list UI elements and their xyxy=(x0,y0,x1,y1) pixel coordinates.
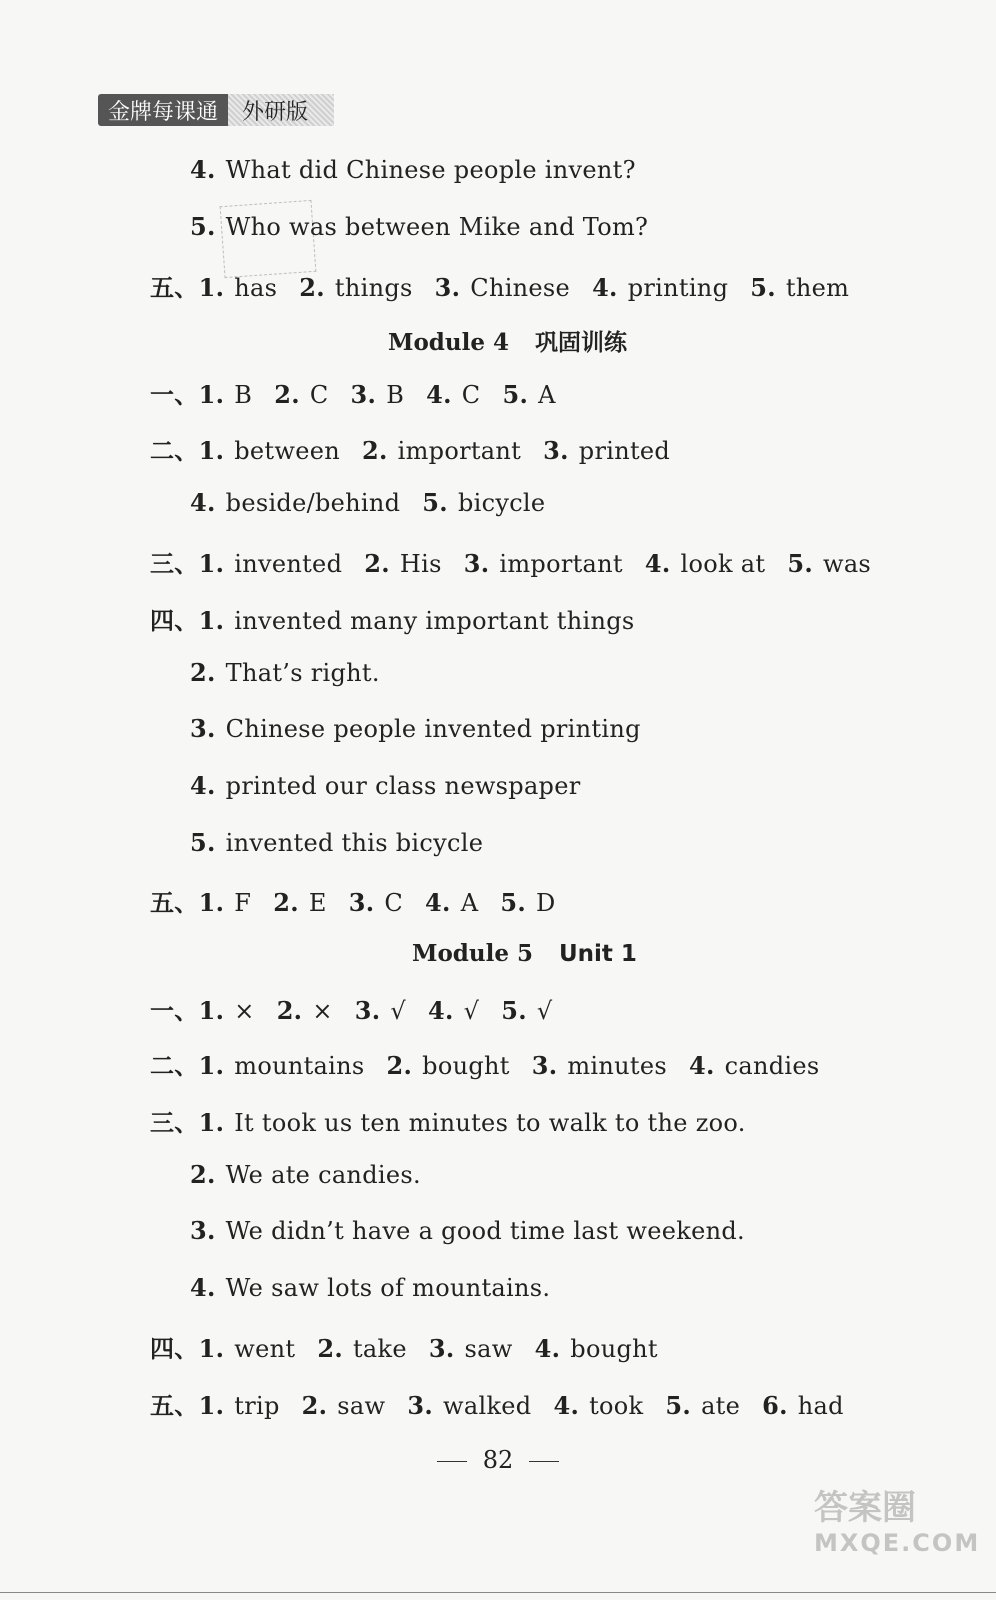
question-number: 3. xyxy=(463,549,490,578)
watermark-logo xyxy=(814,1480,981,1580)
question-number: 5. xyxy=(665,1391,692,1420)
answer-text: took xyxy=(589,1392,644,1420)
question-number: 2. xyxy=(190,658,216,687)
answer-text: has xyxy=(234,274,278,302)
question-number: 4. xyxy=(426,380,452,409)
answer-line xyxy=(190,1273,572,1302)
module-heading-title: Module 5 xyxy=(412,940,533,967)
question-number: 1. xyxy=(198,1108,225,1137)
question-number: 3. xyxy=(428,1334,455,1363)
answer-line xyxy=(190,212,670,241)
answer-line xyxy=(190,155,658,184)
question-number: 4. xyxy=(644,549,671,578)
answer-text: invented xyxy=(234,550,343,578)
answer-text: look at xyxy=(680,550,766,578)
answer-line xyxy=(190,1216,767,1245)
question-number: 2. xyxy=(274,380,300,409)
answer-text: We ate candies. xyxy=(225,1161,421,1189)
page-number: 82 xyxy=(482,1446,514,1474)
question-number: 3. xyxy=(543,436,569,465)
question-number: 4. xyxy=(190,1273,216,1302)
module-heading-title: Module 4 xyxy=(388,329,509,356)
answer-line xyxy=(150,375,578,410)
question-number: 2. xyxy=(301,1391,328,1420)
section-number: 五、 xyxy=(150,888,199,917)
answer-text: things xyxy=(334,274,413,302)
question-number: 5. xyxy=(422,488,448,517)
page-number-footer xyxy=(0,1446,996,1474)
answer-line xyxy=(150,431,692,466)
answer-text: B xyxy=(234,381,253,409)
answer-text: √ xyxy=(536,997,553,1025)
answer-text: bicycle xyxy=(457,489,546,517)
answer-text: Who was between Mike and Tom? xyxy=(225,213,649,241)
question-number: 4. xyxy=(688,1051,715,1080)
series-header-band xyxy=(98,92,378,128)
answer-text: went xyxy=(234,1335,296,1363)
answer-text: Chinese xyxy=(470,274,571,302)
answer-line xyxy=(190,1160,443,1189)
answer-text: √ xyxy=(463,997,480,1025)
question-number: 4. xyxy=(425,888,451,917)
question-number: 4. xyxy=(553,1391,580,1420)
question-number: 3. xyxy=(348,888,375,917)
answer-line xyxy=(190,714,663,743)
question-number: 3. xyxy=(407,1391,434,1420)
answer-text: invented this bicycle xyxy=(225,829,484,857)
question-number: 4. xyxy=(190,771,216,800)
answer-text: bought xyxy=(422,1052,510,1080)
answer-text: important xyxy=(397,437,522,465)
question-number: 1. xyxy=(198,888,225,917)
question-number: 2. xyxy=(273,888,299,917)
answer-text: invented many important things xyxy=(234,607,635,635)
answer-line xyxy=(150,883,578,918)
question-number: 1. xyxy=(198,996,225,1025)
question-number: 2. xyxy=(386,1051,413,1080)
section-number: 一、 xyxy=(150,996,199,1025)
answer-text: them xyxy=(785,274,850,302)
section-number: 四、 xyxy=(150,606,199,635)
answer-text: A xyxy=(460,889,479,917)
question-number: 4. xyxy=(592,273,618,302)
answer-text: printed xyxy=(578,437,671,465)
answer-text: mountains xyxy=(234,1052,365,1080)
question-number: 5. xyxy=(502,380,529,409)
question-number: 3. xyxy=(190,714,216,743)
question-number: 2. xyxy=(364,549,390,578)
section-number: 二、 xyxy=(150,1051,199,1080)
answer-line xyxy=(190,771,603,800)
question-number: 1. xyxy=(198,380,225,409)
answer-text: saw xyxy=(464,1335,513,1363)
answer-text: had xyxy=(797,1392,844,1420)
question-number: 1. xyxy=(198,1334,225,1363)
question-number: 1. xyxy=(198,549,225,578)
answer-text: printing xyxy=(627,274,729,302)
answer-line xyxy=(150,1386,866,1421)
answer-text: candies xyxy=(724,1052,820,1080)
answer-text: C xyxy=(461,381,481,409)
answer-line xyxy=(190,488,567,517)
answer-text: We didn’t have a good time last weekend. xyxy=(225,1217,745,1245)
question-number: 1. xyxy=(198,606,225,635)
question-number: 3. xyxy=(434,273,461,302)
section-number: 三、 xyxy=(150,549,199,578)
answer-text: × xyxy=(234,997,255,1025)
answer-text: between xyxy=(234,437,340,465)
answer-line xyxy=(150,991,575,1026)
answer-text: walked xyxy=(443,1392,532,1420)
answer-line xyxy=(150,1046,842,1081)
answer-text: B xyxy=(386,381,405,409)
answer-line xyxy=(150,544,893,579)
question-number: 4. xyxy=(428,996,454,1025)
question-number: 5. xyxy=(190,212,216,241)
answer-text: √ xyxy=(390,997,407,1025)
section-number: 五、 xyxy=(150,273,199,302)
answer-line xyxy=(150,268,871,303)
answer-text: printed our class newspaper xyxy=(225,772,581,800)
question-number: 4. xyxy=(190,155,216,184)
module-heading xyxy=(412,940,637,967)
answer-text: bought xyxy=(570,1335,658,1363)
question-number: 3. xyxy=(190,1216,216,1245)
question-number: 3. xyxy=(350,380,377,409)
answer-text: That’s right. xyxy=(225,659,380,687)
question-number: 5. xyxy=(500,888,526,917)
answer-text: C xyxy=(384,889,404,917)
answer-text: ate xyxy=(701,1392,741,1420)
answer-text: F xyxy=(234,889,252,917)
answer-text: His xyxy=(399,550,442,578)
question-number: 1. xyxy=(198,273,225,302)
answer-text: was xyxy=(822,550,872,578)
question-number: 3. xyxy=(531,1051,558,1080)
answer-text: E xyxy=(308,889,327,917)
question-number: 2. xyxy=(361,436,388,465)
answer-text: important xyxy=(499,550,623,578)
answer-text: trip xyxy=(234,1392,280,1420)
module-heading xyxy=(388,324,627,357)
question-number: 5. xyxy=(190,828,216,857)
answer-line xyxy=(190,828,505,857)
answer-line xyxy=(150,1103,768,1138)
answer-text: × xyxy=(312,997,333,1025)
question-number: 4. xyxy=(534,1334,561,1363)
section-number: 二、 xyxy=(150,436,199,465)
answer-text: saw xyxy=(337,1392,386,1420)
question-number: 1. xyxy=(198,436,225,465)
module-heading-subtitle: Unit 1 xyxy=(559,941,637,967)
answer-line xyxy=(190,658,402,687)
bottom-rule xyxy=(0,1592,996,1593)
answer-text: Chinese people invented printing xyxy=(225,715,641,743)
answer-line xyxy=(150,601,656,636)
question-number: 2. xyxy=(276,996,303,1025)
question-number: 2. xyxy=(190,1160,216,1189)
answer-text: We saw lots of mountains. xyxy=(225,1274,551,1302)
answer-text: take xyxy=(352,1335,407,1363)
question-number: 4. xyxy=(190,488,216,517)
question-number: 1. xyxy=(198,1391,225,1420)
question-number: 2. xyxy=(317,1334,343,1363)
series-title: 金牌每课通 xyxy=(98,94,228,126)
answer-text: beside/behind xyxy=(225,489,401,517)
section-number: 三、 xyxy=(150,1108,199,1137)
question-number: 1. xyxy=(198,1051,225,1080)
watermark-url: MXQE.COM xyxy=(814,1529,981,1557)
answer-text: C xyxy=(309,381,329,409)
section-number: 四、 xyxy=(150,1334,199,1363)
question-number: 5. xyxy=(787,549,813,578)
answer-text: What did Chinese people invent? xyxy=(225,156,636,184)
answer-line xyxy=(150,1329,680,1364)
module-heading-subtitle: 巩固训练 xyxy=(535,330,627,356)
question-number: 2. xyxy=(299,273,325,302)
edition-label: 外研版 xyxy=(228,94,334,126)
answer-text: D xyxy=(535,889,556,917)
answer-text: A xyxy=(538,381,556,409)
section-number: 五、 xyxy=(150,1391,199,1420)
section-number: 一、 xyxy=(150,380,199,409)
watermark-text: 答案圈 xyxy=(814,1488,916,1528)
question-number: 5. xyxy=(750,273,776,302)
question-number: 6. xyxy=(762,1391,788,1420)
answer-text: It took us ten minutes to walk to the zoo. xyxy=(234,1109,746,1137)
question-number: 5. xyxy=(501,996,527,1025)
question-number: 3. xyxy=(354,996,381,1025)
answer-text: minutes xyxy=(567,1052,667,1080)
